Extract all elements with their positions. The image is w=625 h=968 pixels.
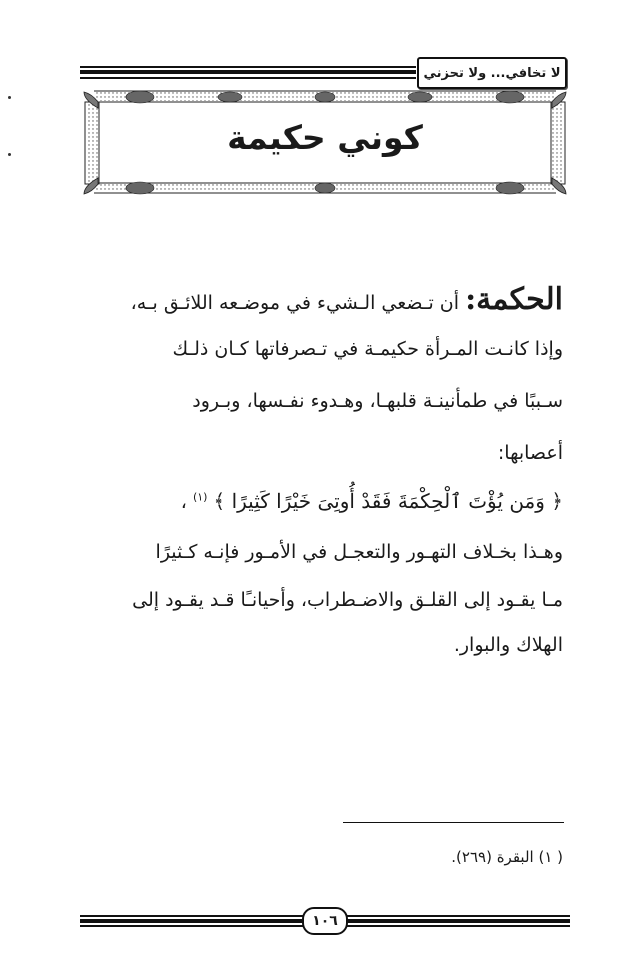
body-line-4: أعصابها: [497,442,563,464]
scan-speck [8,96,11,99]
running-header [417,57,567,89]
scan-speck [8,153,11,156]
header-rule [80,66,416,80]
footnote: ( ١) البقرة (٢٦٩). [451,848,563,866]
quran-verse-line [63,489,563,513]
body-line-1 [63,282,563,317]
verse-tail: ، [180,491,187,513]
body-line-8: الهلاك والبوار. [453,634,563,656]
body-text: أن تـضعي الـشيء في موضـعه اللائـق بـه، [130,292,466,314]
quran-verse: ﴿ وَمَن يُؤْتَ ٱلْحِكْمَةَ فَقَدْ أُوتِىَ خَيْرًا كَثِيرًا ﴾ [213,489,563,513]
lead-word: الحكمة: [465,282,563,317]
footnote-rule [343,822,564,823]
footnote-ref: (١) [192,490,208,504]
body-line-7: مـا يقـود إلى القلـق والاضـطراب، وأحيانـًا قـد يقـود إلى [132,589,563,611]
body-line-2: وإذا كانـت المـرأة حكيمـة في تـصرفاتها كـان ذلـك [172,338,563,360]
chapter-title: كوني حكيمة [227,118,423,157]
running-header-text: لا تخافي... ولا تحزني [423,65,561,81]
body-line-6: وهـذا بخـلاف التهـور والتعجـل في الأمـور فإنـه كـثيرًا [155,541,563,563]
body-line-3: سـببًا في طمأنينـة قلبهـا، وهـدوء نفـسها، وبـرود [192,390,563,412]
page-number: ١٠٦ [302,907,348,935]
